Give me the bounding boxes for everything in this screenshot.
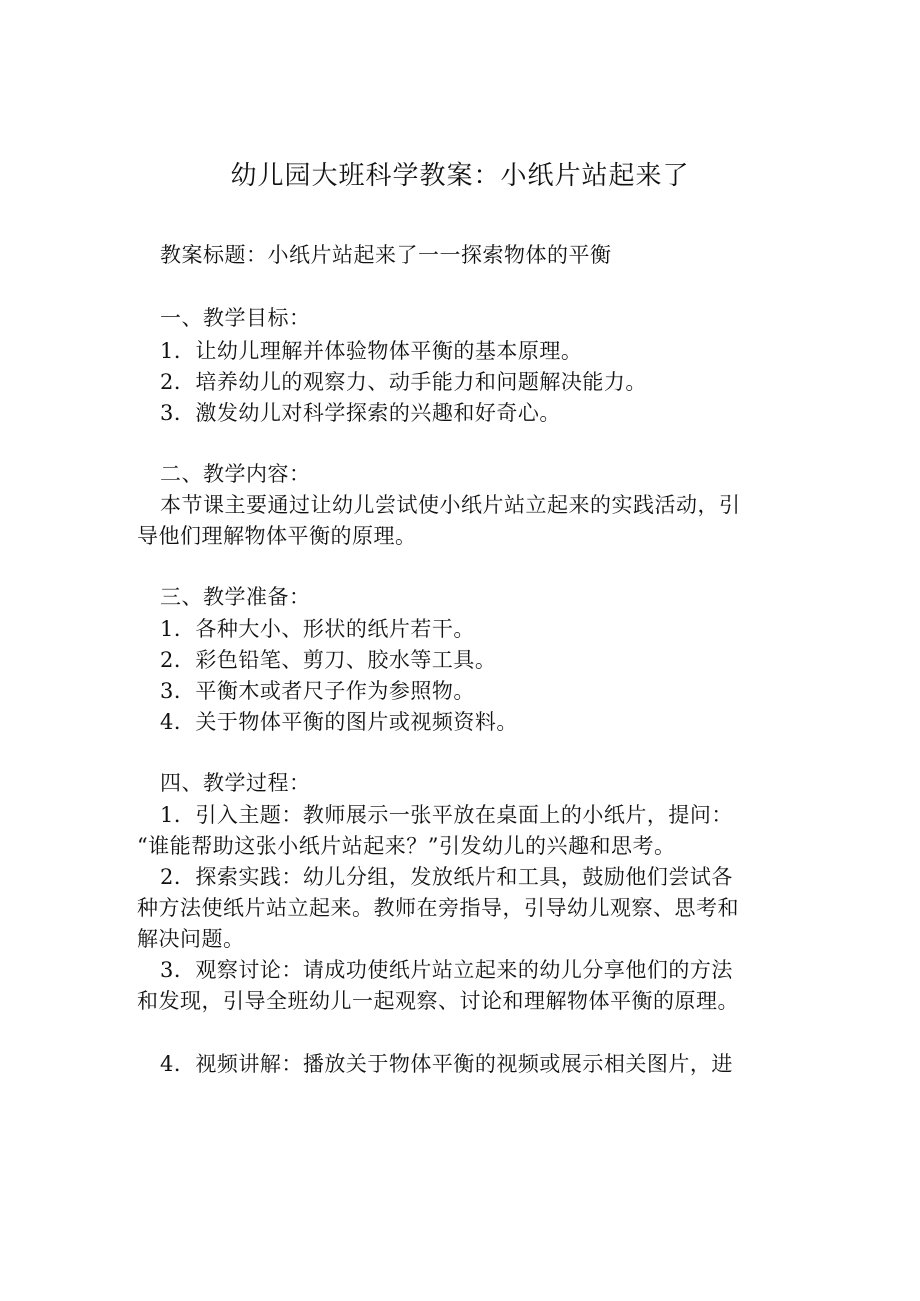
section3-item-3: 3．平衡木或者尺子作为参照物。 <box>160 679 475 703</box>
section2-heading: 二、教学内容： <box>160 462 311 486</box>
section3-item-4: 4．关于物体平衡的图片或视频资料。 <box>160 710 518 734</box>
section4-line-7: 和发现，引导全班幼儿一起观察、讨论和理解物体平衡的原理。 <box>137 989 739 1013</box>
section2-line-1: 本节课主要通过让幼儿尝试使小纸片站立起来的实践活动，引 <box>160 493 741 517</box>
section1-heading: 一、教学目标： <box>160 306 311 330</box>
section4-line-6: 3．观察讨论：请成功使纸片站立起来的幼儿分享他们的方法 <box>160 958 733 982</box>
section2-line-2: 导他们理解物体平衡的原理。 <box>137 524 417 548</box>
section3-heading: 三、教学准备： <box>160 585 311 609</box>
section3-item-2: 2．彩色铅笔、剪刀、胶水等工具。 <box>160 648 497 672</box>
document-title: 幼儿园大班科学教案：小纸片站起来了 <box>230 161 690 191</box>
section1-item-3: 3．激发幼儿对科学探索的兴趣和好奇心。 <box>160 401 561 425</box>
section4-line-1: 1．引入主题：教师展示一张平放在桌面上的小纸片，提问： <box>160 803 733 827</box>
section4-line-3: 2．探索实践：幼儿分组，发放纸片和工具，鼓励他们尝试各 <box>160 865 733 889</box>
section4-line-2: “谁能帮助这张小纸片站起来？”引发幼儿的兴趣和思考。 <box>137 834 676 858</box>
section4-line-8: 4．视频讲解：播放关于物体平衡的视频或展示相关图片，进 <box>160 1052 733 1076</box>
section3-item-1: 1．各种大小、形状的纸片若干。 <box>160 617 475 641</box>
section4-line-5: 解决问题。 <box>137 927 245 951</box>
section1-item-1: 1．让幼儿理解并体验物体平衡的基本原理。 <box>160 339 583 363</box>
section4-heading: 四、教学过程： <box>160 771 311 795</box>
section1-item-2: 2．培养幼儿的观察力、动手能力和问题解决能力。 <box>160 370 647 394</box>
lesson-subtitle: 教案标题：小纸片站起来了一一探索物体的平衡 <box>160 243 612 267</box>
section4-line-4: 种方法使纸片站立起来。教师在旁指导，引导幼儿观察、思考和 <box>137 896 739 920</box>
